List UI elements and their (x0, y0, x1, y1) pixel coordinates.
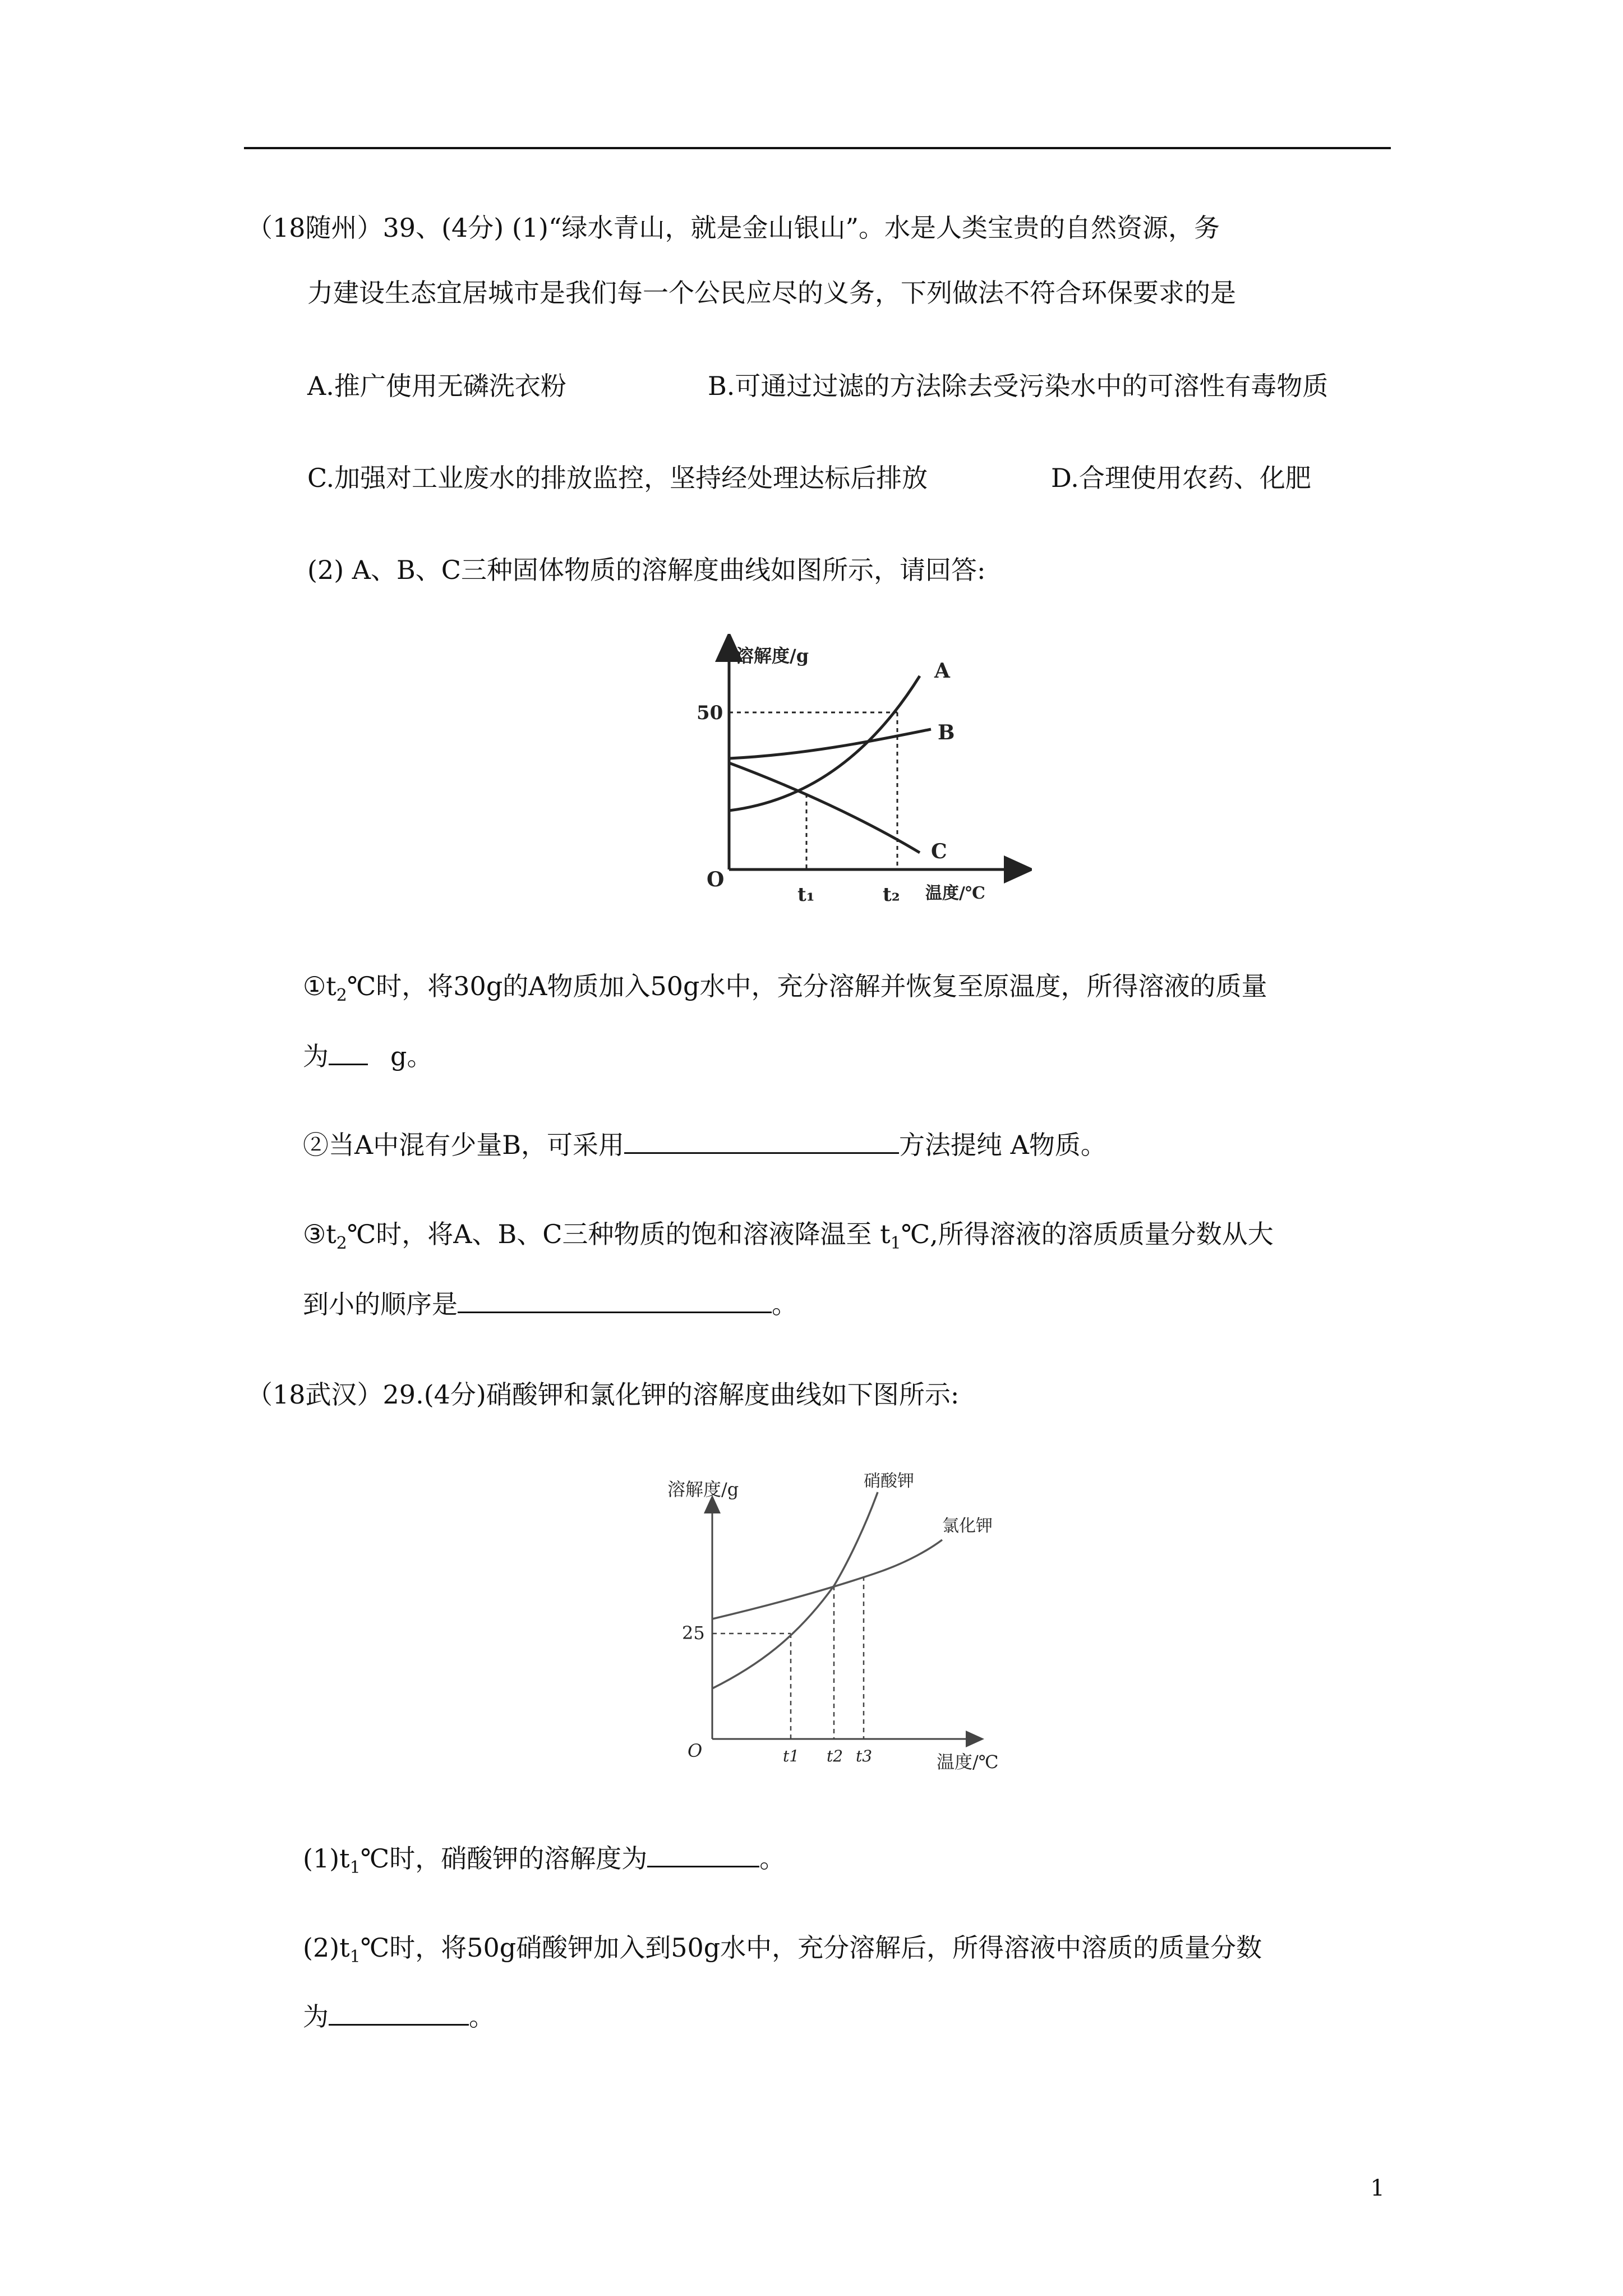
q39-option-d: D.合理使用农药、化肥 (1051, 463, 1311, 493)
chart2-xtick-t1: t1 (783, 1747, 800, 1765)
q39-sub1-line2: 为 g。 (303, 1036, 432, 1074)
q39-option-b: B.可通过过滤的方法除去受污染水中的可溶性有毒物质 (708, 371, 1329, 401)
chart2-xlabel: 温度/℃ (937, 1751, 999, 1773)
chart2-ytick-25: 25 (682, 1622, 705, 1644)
chart2-curve-kcl (712, 1540, 942, 1619)
chart1-label-c: C (931, 840, 947, 863)
q29-intro: （18武汉）29.(4分)硝酸钾和氯化钾的溶解度曲线如下图所示: (247, 1379, 960, 1410)
chart2-origin: O (688, 1740, 703, 1761)
answer-blank-5[interactable] (329, 1996, 469, 2026)
q39-line2: 力建设生态宜居城市是我们每一个公民应尽的义务，下列做法不符合环保要求的是 (307, 278, 1236, 308)
chart1-label-b: B (938, 721, 955, 744)
chart1-curve-b (729, 729, 931, 758)
q39-line1: （18随州）39、(4分) (1)“绿水青山，就是金山银山”。水是人类宝贵的自然资源，务 (247, 213, 1220, 243)
chart1-xtick-t1: t₁ (797, 884, 815, 906)
q39-sub3-line1: $③t_2℃$时，将A、B、C三种物质的饱和溶液降温至 $t_1℃$,所得溶液的溶质质量分数从大 (303, 1219, 1274, 1254)
answer-blank-1[interactable] (329, 1036, 368, 1065)
q39-sub2: ②当A中混有少量B，可采用 方法提纯 A物质。 (303, 1124, 1106, 1163)
chart1-curve-a (729, 676, 920, 811)
chart2-label-kno3: 硝酸钾 (864, 1471, 914, 1491)
answer-blank-3[interactable] (458, 1283, 772, 1313)
chart1-ylabel: 溶解度/g (736, 645, 809, 666)
chart1-origin: O (707, 868, 725, 891)
header-rule (244, 147, 1391, 149)
page-number: 1 (1370, 2175, 1385, 2201)
answer-blank-4[interactable] (647, 1838, 759, 1867)
chart-abc-solubility (684, 634, 1032, 914)
chart1-ytick-50: 50 (697, 702, 723, 724)
chart2-xtick-t3: t3 (856, 1747, 873, 1765)
chart-kno3-kcl-solubility (662, 1470, 1043, 1784)
q39-option-c: C.加强对工业废水的排放监控，坚持经处理达标后排放 (307, 463, 928, 493)
chart2-xtick-t2: t2 (827, 1747, 843, 1765)
q29-part1: $(1)t_1℃$时，硝酸钾的溶解度为 。 (303, 1838, 785, 1886)
q29-part2-line2: 为 。 (303, 1996, 495, 2035)
chart1-xtick-t2: t₂ (883, 884, 900, 906)
chart2-ylabel: 溶解度/g (667, 1479, 739, 1500)
q39-option-a: A.推广使用无磷洗衣粉 (307, 371, 566, 401)
chart1-xlabel: 温度/℃ (925, 884, 985, 903)
q39-part2: (2) A、B、C三种固体物质的溶解度曲线如图所示，请回答: (307, 555, 986, 585)
q29-part2-line1: $(2)t_1℃$时，将50g硝酸钾加入到50g水中，充分溶解后，所得溶液中溶质的质量分数 (303, 1932, 1262, 1967)
chart2-curve-kno3 (712, 1492, 878, 1688)
q39-sub3-line2: 到小的顺序是 。 (303, 1283, 797, 1322)
q39-sub1-line1: $①t_2℃$时，将30g的A物质加入50g水中，充分溶解并恢复至原温度，所得溶液的质量 (303, 971, 1267, 1006)
chart2-label-kcl: 氯化钾 (942, 1516, 993, 1536)
chart1-label-a: A (934, 659, 950, 683)
answer-blank-2[interactable] (624, 1124, 899, 1154)
